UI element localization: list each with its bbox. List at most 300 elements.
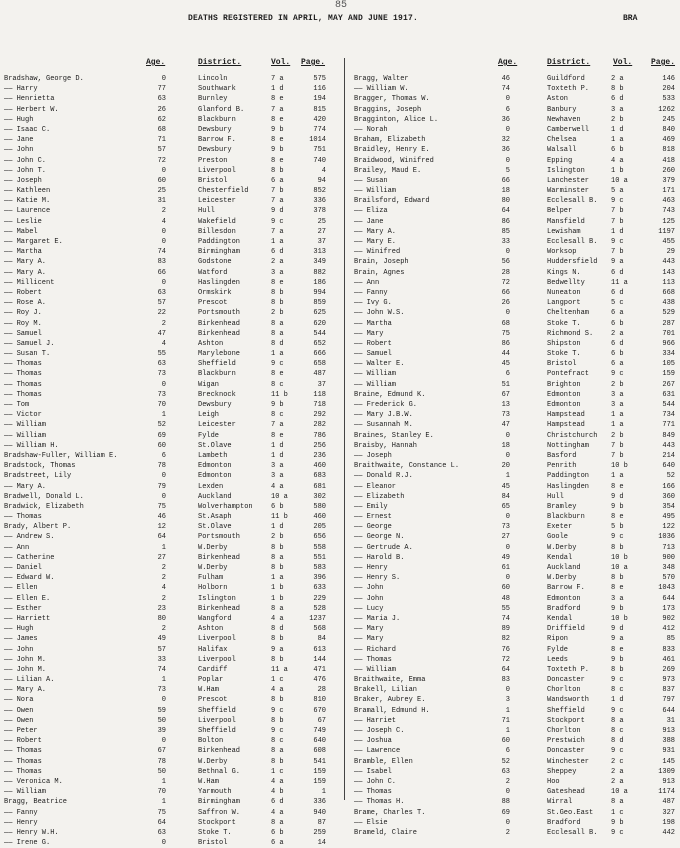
entry-age: 36	[501, 146, 510, 155]
entry-name: —— Mary E.	[354, 238, 397, 246]
entry-vol: 10 a	[611, 788, 628, 797]
entry-name: Brain, Joseph	[354, 258, 409, 267]
entry-age: 74	[157, 248, 166, 257]
entry-page: 487	[313, 370, 326, 379]
entry-page: 85	[666, 635, 675, 644]
entry-row	[350, 808, 680, 818]
entry-vol: 9 c	[271, 727, 284, 735]
entry-age: 74	[501, 614, 510, 623]
entry-age: 1	[161, 798, 166, 807]
entry-page: 913	[662, 777, 675, 786]
entry-page: 544	[662, 401, 675, 409]
entry-page: 455	[662, 238, 675, 246]
entry-row	[350, 573, 680, 583]
entry-name: Braithwaite, Constance L.	[354, 462, 460, 471]
entry-row	[350, 196, 680, 206]
entry-page: 644	[662, 594, 675, 603]
entry-age: 0	[505, 513, 510, 522]
entry-vol: 1 d	[611, 696, 624, 705]
entry-row	[350, 563, 680, 573]
entry-district: Edmonton	[198, 462, 232, 471]
entry-district: Bramley	[547, 502, 577, 511]
entry-vol: 4 a	[271, 686, 284, 695]
entry-district: Mansfield	[547, 217, 585, 226]
entry-page: 159	[313, 777, 326, 786]
entry-page: 568	[313, 625, 326, 634]
entry-page: 159	[662, 370, 675, 379]
entry-row	[350, 787, 680, 797]
entry-row	[0, 390, 340, 400]
entry-row	[350, 665, 680, 675]
entry-name: —— Catherine	[4, 553, 55, 562]
entry-vol: 8 b	[271, 655, 284, 664]
entry-row	[350, 492, 680, 502]
entry-row	[350, 349, 680, 359]
entry-row	[0, 329, 340, 339]
entry-district: W.Derby	[547, 543, 577, 552]
entry-row	[0, 278, 340, 288]
entry-row	[0, 288, 340, 298]
entry-name: —— Harriet	[354, 716, 397, 725]
entry-row	[0, 125, 340, 135]
entry-age: 62	[157, 115, 166, 124]
entry-page: 354	[662, 502, 675, 511]
entry-vol: 4 a	[611, 156, 624, 165]
entry-name: Bragg, Walter	[354, 75, 409, 83]
entry-row	[350, 257, 680, 267]
entry-age: 67	[501, 390, 510, 399]
entry-district: Burnley	[198, 95, 228, 104]
entry-page: 245	[662, 115, 675, 124]
entry-age: 60	[501, 584, 510, 593]
entry-name: —— Roy M.	[4, 319, 42, 328]
entry-row	[0, 645, 340, 655]
entry-name: —— Fanny	[354, 288, 388, 297]
entry-row	[0, 808, 340, 818]
entry-row	[350, 410, 680, 420]
entry-page: 105	[662, 360, 675, 369]
entry-vol: 8 d	[271, 625, 284, 634]
entry-vol: 1 a	[271, 574, 284, 583]
entry-page: 570	[662, 574, 675, 583]
entry-age: 52	[501, 757, 510, 766]
column-divider	[344, 58, 345, 800]
entry-district: Stockport	[547, 716, 585, 725]
entry-name: —— Thomas	[4, 513, 42, 522]
entry-page: 558	[313, 543, 326, 552]
entry-age: 0	[505, 125, 510, 134]
entry-district: Liverpool	[198, 716, 236, 725]
entry-age: 78	[157, 757, 166, 766]
entry-name: Brain, Agnes	[354, 268, 405, 277]
entry-age: 0	[505, 686, 510, 695]
entry-district: Worksop	[547, 248, 577, 257]
entry-vol: 5 c	[611, 299, 624, 308]
entry-name: —— John M.	[4, 665, 47, 674]
entry-row	[0, 247, 340, 257]
entry-district: Edmonton	[547, 594, 581, 603]
entry-district: Epping	[547, 156, 573, 165]
entry-district: Brecknock	[198, 390, 236, 399]
entry-row	[0, 543, 340, 553]
entry-district: Nuneaton	[547, 288, 581, 297]
entry-vol: 6 b	[271, 828, 284, 837]
entry-district: Holborn	[198, 584, 228, 593]
age-header: Age.	[498, 58, 518, 67]
entry-name: —— Thomas	[4, 370, 42, 379]
entry-vol: 2 b	[611, 115, 624, 124]
entry-district: Toxteth P.	[547, 85, 590, 94]
entry-page: 815	[313, 105, 326, 114]
entry-row	[350, 288, 680, 298]
entry-name: —— John W.S.	[354, 309, 405, 318]
entry-row	[350, 695, 680, 705]
entry-age: 2	[505, 828, 510, 837]
entry-row	[0, 441, 340, 451]
entry-vol: 7 a	[271, 227, 284, 236]
entry-age: 75	[157, 502, 166, 511]
entry-age: 18	[501, 441, 510, 450]
entry-age: 66	[501, 176, 510, 185]
entry-age: 71	[157, 136, 166, 145]
entry-district: Bristol	[198, 839, 228, 848]
entry-name: —— Rose A.	[4, 299, 47, 308]
entry-name: —— Veronica M.	[4, 777, 63, 786]
entry-name: —— Thomas	[4, 767, 42, 776]
entry-vol: 9 c	[611, 747, 624, 756]
entry-page: 313	[313, 248, 326, 257]
entry-page: 718	[313, 401, 326, 409]
entry-page: 87	[317, 818, 326, 827]
entry-age: 31	[157, 197, 166, 206]
entry-name: Brameld, Claire	[354, 828, 418, 837]
entry-page: 751	[313, 146, 326, 155]
entry-age: 39	[157, 727, 166, 735]
entry-row	[350, 441, 680, 451]
entry-district: Chorlton	[547, 686, 581, 695]
entry-age: 60	[157, 441, 166, 450]
entry-district: Doncaster	[547, 676, 585, 685]
entry-district: Wakefield	[198, 217, 236, 226]
entry-vol: 11 b	[271, 390, 288, 399]
entry-page: 388	[662, 737, 675, 746]
entry-district: Sheffield	[198, 727, 236, 735]
entry-district: Portsmouth	[198, 533, 241, 542]
entry-age: 68	[157, 125, 166, 134]
entry-page: 1174	[658, 788, 675, 797]
entry-row	[0, 604, 340, 614]
entry-vol: 8 e	[271, 95, 284, 104]
entry-age: 55	[501, 604, 510, 613]
entry-district: Basford	[547, 451, 577, 460]
entry-page: 171	[662, 187, 675, 196]
entry-page: 334	[662, 350, 675, 359]
entry-page: 287	[662, 319, 675, 328]
entry-name: Bragginton, Alice L.	[354, 115, 439, 124]
entry-name: —— Joseph	[354, 451, 392, 460]
page-title: DEATHS REGISTERED IN APRIL, MAY AND JUNE 1917.	[188, 14, 419, 23]
entry-row	[350, 237, 680, 247]
entry-age: 60	[501, 737, 510, 746]
entry-page: 652	[313, 339, 326, 348]
entry-page: 666	[313, 350, 326, 359]
entry-vol: 6 d	[271, 248, 284, 257]
entry-age: 71	[501, 716, 510, 725]
entry-row	[350, 655, 680, 665]
entry-name: —— Lucy	[354, 604, 384, 613]
entry-vol: 8 c	[271, 411, 284, 420]
entry-row	[0, 206, 340, 216]
entry-district: Barrow F.	[198, 136, 236, 145]
entry-name: —— George	[354, 523, 392, 532]
entry-age: 44	[501, 350, 510, 359]
entry-name: —— Maria J.	[354, 614, 401, 623]
entry-page: 740	[313, 156, 326, 165]
entry-page: 608	[313, 747, 326, 756]
entry-page: 656	[313, 533, 326, 542]
entry-page: 113	[662, 278, 675, 287]
entry-age: 2	[161, 207, 166, 216]
entry-row	[350, 247, 680, 257]
entry-age: 50	[157, 767, 166, 776]
entry-name: Brame, Charles T.	[354, 808, 426, 817]
entry-page: 1043	[658, 584, 675, 593]
entry-age: 32	[501, 136, 510, 145]
entry-page: 668	[662, 288, 675, 297]
entry-name: —— Gertrude A.	[354, 543, 413, 552]
entry-row	[350, 135, 680, 145]
entry-district: Birkenhead	[198, 553, 241, 562]
entry-page: 859	[313, 299, 326, 308]
entry-page: 438	[662, 299, 675, 308]
entry-district: Ashton	[198, 625, 224, 634]
entry-row	[0, 156, 340, 166]
entry-age: 66	[501, 288, 510, 297]
entry-name: —— Mary	[354, 329, 384, 338]
entry-district: Pontefract	[547, 370, 590, 379]
entry-name: —— Herbert W.	[4, 105, 59, 114]
entry-row	[0, 532, 340, 542]
entry-row	[350, 186, 680, 196]
entry-row	[350, 166, 680, 176]
entry-row	[350, 522, 680, 532]
entry-row	[350, 339, 680, 349]
entry-row	[350, 716, 680, 726]
entry-row	[0, 410, 340, 420]
entry-age: 25	[157, 187, 166, 196]
entry-row	[0, 512, 340, 522]
entry-row	[0, 665, 340, 675]
entry-row	[0, 522, 340, 532]
entry-row	[350, 675, 680, 685]
entry-district: Kendal	[547, 614, 573, 623]
entry-district: Birkenhead	[198, 319, 241, 328]
entry-district: Bedwellty	[547, 278, 585, 287]
entry-page: 529	[662, 309, 675, 318]
entry-age: 88	[501, 798, 510, 807]
entry-page: 460	[313, 513, 326, 522]
entry-page: 379	[662, 176, 675, 185]
entry-age: 79	[157, 482, 166, 491]
entry-name: —— William W.	[354, 85, 409, 94]
entry-page: 229	[313, 594, 326, 603]
entry-district: Dewsbury	[198, 125, 232, 134]
entry-page: 487	[662, 798, 675, 807]
entry-vol: 1 d	[271, 523, 284, 532]
entry-district: Billesdon	[198, 227, 236, 236]
entry-name: —— John	[354, 584, 384, 593]
entry-age: 63	[501, 767, 510, 776]
entry-row	[350, 319, 680, 329]
entry-age: 49	[157, 635, 166, 644]
entry-district: Auckland	[198, 492, 232, 501]
entry-name: —— Harry	[4, 85, 38, 94]
entry-name: Bragg, Beatrice	[4, 798, 68, 807]
entry-age: 26	[157, 105, 166, 114]
entry-row	[350, 706, 680, 716]
entry-age: 73	[501, 411, 510, 420]
entry-name: —— Susan	[354, 176, 388, 185]
entry-age: 22	[157, 309, 166, 318]
entry-district: Bethnal G.	[198, 767, 241, 776]
age-header: Age.	[146, 58, 166, 67]
entry-vol: 8 a	[611, 716, 624, 725]
entry-row	[0, 767, 340, 777]
entry-row	[0, 431, 340, 441]
entry-page: 31	[666, 716, 675, 725]
entry-district: Cardiff	[198, 665, 228, 674]
entry-vol: 8 b	[271, 716, 284, 725]
entry-name: —— Mary	[354, 625, 384, 634]
entry-district: Liverpool	[198, 166, 236, 175]
entry-page: 940	[313, 808, 326, 817]
entry-name: —— Eliza	[354, 207, 388, 216]
entry-district: Lincoln	[198, 75, 228, 83]
entry-row	[350, 84, 680, 94]
entry-row	[0, 349, 340, 359]
entry-vol: 7 b	[611, 451, 624, 460]
entry-page: 412	[662, 625, 675, 634]
entry-vol: 8 b	[271, 696, 284, 705]
entry-district: Sheffield	[198, 360, 236, 369]
entry-district: Blackburn	[198, 370, 236, 379]
entry-vol: 11 a	[271, 665, 288, 674]
entry-name: Bradshaw-Fuller, William E.	[4, 451, 118, 460]
entry-page: 882	[313, 268, 326, 277]
entry-age: 0	[161, 737, 166, 746]
entry-vol: 6 b	[611, 319, 624, 328]
entry-name: Braithwaite, Emma	[354, 676, 426, 685]
entry-name: Braham, Elizabeth	[354, 136, 426, 145]
entry-name: —— Robert	[4, 288, 42, 297]
entry-vol: 2 a	[271, 258, 284, 267]
entry-age: 6	[161, 451, 166, 460]
entry-name: —— Thomas	[4, 747, 42, 756]
entry-vol: 6 d	[611, 95, 624, 104]
entry-name: —— Martha	[354, 319, 392, 328]
entry-age: 5	[505, 166, 510, 175]
entry-district: Bradford	[547, 818, 581, 827]
entry-page: 713	[662, 543, 675, 552]
entry-vol: 5 b	[611, 523, 624, 532]
entry-row	[350, 634, 680, 644]
entry-row	[350, 746, 680, 756]
entry-age: 55	[157, 350, 166, 359]
entry-row	[0, 115, 340, 125]
entry-name: Bradwell, Donald L.	[4, 492, 84, 501]
entry-age: 59	[157, 706, 166, 715]
entry-name: —— Mary A.	[4, 268, 47, 277]
entry-page: 640	[662, 462, 675, 471]
entry-page: 966	[662, 339, 675, 348]
entry-vol: 7 b	[611, 217, 624, 226]
entry-vol: 1 a	[271, 350, 284, 359]
entry-row	[0, 369, 340, 379]
entry-age: 0	[161, 166, 166, 175]
entry-row	[0, 268, 340, 278]
page-number: 85	[335, 0, 348, 11]
entry-name: —— Fanny	[4, 808, 38, 817]
entry-vol: 11 a	[611, 278, 628, 287]
entry-row	[350, 94, 680, 104]
entry-vol: 9 c	[611, 197, 624, 206]
entry-page: 575	[313, 75, 326, 83]
entry-row	[0, 777, 340, 787]
entry-page: 396	[313, 574, 326, 583]
entry-vol: 3 a	[271, 268, 284, 277]
entry-page: 681	[313, 482, 326, 491]
entry-page: 913	[662, 727, 675, 735]
entry-vol: 8 c	[611, 686, 624, 695]
entry-page: 327	[662, 808, 675, 817]
entry-vol: 7 a	[271, 421, 284, 430]
entry-page: 620	[313, 319, 326, 328]
entry-vol: 8 c	[611, 727, 624, 735]
entry-name: —— Donald R.J.	[354, 472, 413, 481]
entry-row	[350, 502, 680, 512]
entry-vol: 1 a	[611, 472, 624, 481]
entry-name: —— Thomas	[4, 757, 42, 766]
entry-row	[0, 237, 340, 247]
entry-age: 86	[501, 339, 510, 348]
entry-vol: 1 b	[271, 584, 284, 593]
entry-name: —— Kathleen	[4, 187, 51, 196]
entry-page: 360	[662, 492, 675, 501]
entry-vol: 3 a	[611, 401, 624, 409]
entry-district: Ecclesall B.	[547, 197, 598, 206]
entry-age: 68	[501, 319, 510, 328]
entry-age: 0	[505, 156, 510, 165]
entry-page: 749	[313, 727, 326, 735]
entry-district: Bristol	[547, 360, 577, 369]
entry-name: —— Mary A.	[354, 227, 397, 236]
entry-name: —— Irene G.	[4, 839, 51, 848]
entry-row	[350, 390, 680, 400]
entry-name: —— John C.	[4, 156, 47, 165]
entry-name: —— Mary	[354, 635, 384, 644]
entry-age: 63	[157, 828, 166, 837]
entry-name: Braker, Aubrey E.	[354, 696, 426, 705]
entry-age: 52	[157, 421, 166, 430]
entry-name: —— Thomas	[4, 380, 42, 389]
entry-page: 336	[313, 798, 326, 807]
entry-vol: 9 b	[271, 125, 284, 134]
entry-name: —— Andrew S.	[4, 533, 55, 542]
entry-vol: 9 b	[611, 604, 624, 613]
entry-age: 82	[501, 635, 510, 644]
entry-row	[0, 787, 340, 797]
entry-page: 852	[313, 187, 326, 196]
